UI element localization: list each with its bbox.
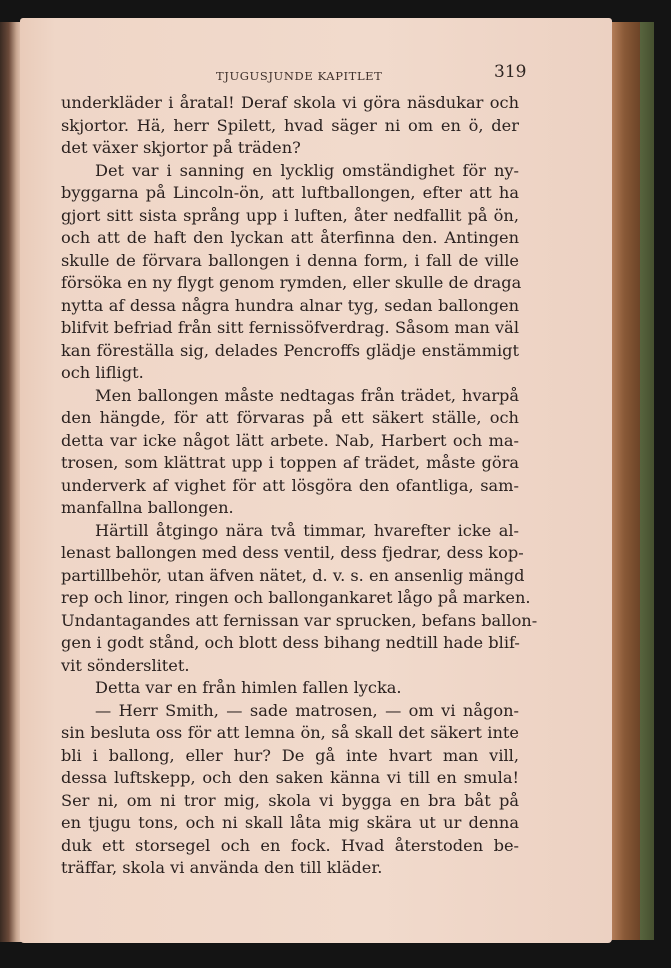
text-line: bli i ballong, eller hur? De gå inte hvart man vill, bbox=[61, 745, 519, 765]
text-line: rep och linor, ringen och ballongankaret lågo på marken. bbox=[61, 588, 531, 607]
paragraph bbox=[61, 385, 519, 520]
book-page bbox=[20, 18, 612, 943]
text-line: kan föreställa sig, delades Pencroffs glädje enstämmigt bbox=[61, 340, 519, 360]
text-line: manfallna ballongen. bbox=[61, 498, 234, 517]
text-line: byggarna på Lincoln-ön, att luftballongen, efter att ha bbox=[61, 183, 519, 202]
body-text bbox=[61, 92, 538, 880]
text-line: trosen, som klättrat upp i toppen af trädet, måste göra bbox=[61, 453, 519, 472]
paragraph bbox=[61, 700, 519, 880]
text-line: Härtill åtgingo nära två timmar, hvarefter icke al- bbox=[95, 520, 519, 540]
text-line: träffar, skola vi använda den till kläder. bbox=[61, 858, 383, 877]
paragraph bbox=[61, 520, 538, 678]
book-cover-edge bbox=[640, 22, 654, 940]
text-line: skulle de förvara ballongen i denna form, i fall de ville bbox=[61, 250, 519, 270]
text-line: duk ett storsegel och en fock. Hvad återstoden be- bbox=[61, 835, 519, 855]
text-line: försöka en ny flygt genom rymden, eller skulle de draga bbox=[61, 273, 522, 292]
text-line: och lifligt. bbox=[61, 363, 144, 382]
running-header bbox=[20, 62, 612, 88]
text-line: den hängde, för att förvaras på ett säkert ställe, och bbox=[61, 408, 519, 427]
text-line: vit sönderslitet. bbox=[61, 655, 190, 675]
text-line: blifvit befriad från sitt fernissöfverdrag. Såsom man väl bbox=[61, 318, 519, 337]
text-line: — Herr Smith, — sade matrosen, — om vi någon- bbox=[95, 700, 519, 720]
text-line: sin besluta oss för att lemna ön, så skall det säkert inte bbox=[61, 723, 519, 742]
page-number: 319 bbox=[494, 62, 527, 82]
text-line: Men ballongen måste nedtagas från trädet, hvarpå bbox=[95, 385, 519, 405]
text-line: gjort sitt sista språng upp i luften, åter nedfallit på ön, bbox=[61, 205, 519, 225]
paragraph bbox=[61, 677, 519, 700]
text-line: Undantagandes att fernissan var sprucken, befans ballon- bbox=[61, 610, 538, 630]
text-line: en tjugu tons, och ni skall låta mig skära ut ur denna bbox=[61, 813, 519, 832]
text-line: lenast ballongen med dess ventil, dess fjedrar, dess kop- bbox=[61, 543, 524, 562]
text-line: skjortor. Hä, herr Spilett, hvad säger ni om en ö, der bbox=[61, 115, 519, 135]
text-line: Ser ni, om ni tror mig, skola vi bygga en bra båt på bbox=[61, 790, 519, 810]
paragraph bbox=[61, 160, 522, 385]
text-line: Detta var en från himlen fallen lycka. bbox=[95, 678, 402, 697]
text-line: och att de haft den lyckan att återfinna den. Antingen bbox=[61, 228, 519, 247]
paragraph bbox=[61, 92, 519, 160]
text-line: underkläder i åratal! Deraf skola vi göra näsdukar och bbox=[61, 93, 519, 112]
text-line: partillbehör, utan äfven nätet, d. v. s. en ansenlig mängd bbox=[61, 565, 525, 585]
left-page-edge bbox=[0, 22, 22, 942]
text-line: dessa luftskepp, och den saken känna vi till en smula! bbox=[61, 768, 519, 787]
text-line: nytta af dessa några hundra alnar tyg, sedan ballongen bbox=[61, 295, 519, 315]
text-line: underverk af vighet för att lösgöra den ofantliga, sam- bbox=[61, 475, 519, 495]
text-line: gen i godt stånd, och blott dess bihang nedtill hade blif- bbox=[61, 633, 520, 652]
text-line: detta var icke något lätt arbete. Nab, Harbert och ma- bbox=[61, 430, 519, 450]
chapter-title: TJUGUSJUNDE KAPITLET bbox=[216, 69, 383, 83]
text-line: det växer skjortor på träden? bbox=[61, 138, 301, 157]
text-line: Det var i sanning en lycklig omständighet för ny- bbox=[95, 160, 519, 180]
